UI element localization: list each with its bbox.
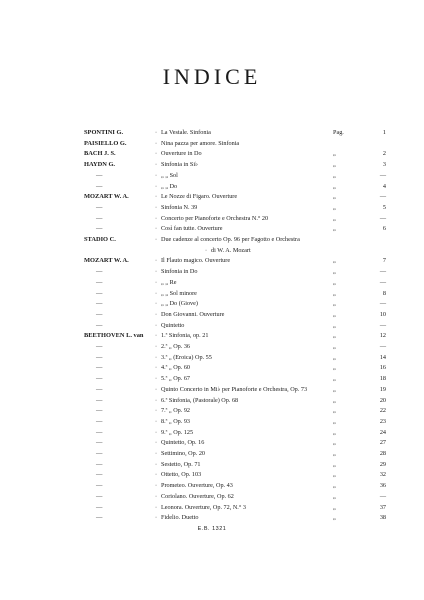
page-label: „: [333, 407, 336, 415]
index-row: [0, 342, 424, 352]
work-title: · Ottetto, Op. 103: [155, 470, 365, 480]
page-label: „: [333, 460, 336, 468]
index-row: [0, 321, 424, 331]
index-row: [0, 256, 424, 266]
composer-name: BEETHOVEN L. van: [84, 332, 144, 340]
composer-name: —: [96, 503, 103, 511]
page-label: „: [333, 364, 336, 372]
index-row: [0, 149, 424, 159]
composer-name: —: [96, 482, 103, 490]
page-label: „: [333, 417, 336, 425]
page-label: „: [333, 257, 336, 265]
page-label: „: [333, 268, 336, 276]
index-row: [0, 128, 424, 138]
index-row: [0, 503, 424, 513]
composer-name: —: [96, 268, 103, 276]
work-title: · „ „ Do: [155, 182, 365, 192]
composer-name: —: [96, 364, 103, 372]
work-title: · Sinfonia N. 39: [155, 203, 365, 213]
page-label: „: [333, 332, 336, 340]
page-number: 20: [379, 396, 386, 404]
page-number: —: [379, 343, 386, 350]
index-row: [0, 470, 424, 480]
page-label: Pag.: [333, 129, 344, 136]
composer-name: —: [96, 450, 103, 457]
work-title: · „ „ Do (Giove): [155, 299, 365, 309]
page-number: 27: [379, 439, 386, 447]
work-title: · 6.ª Sinfonia, (Pastorale) Op. 68: [155, 396, 365, 406]
composer-name: —: [96, 460, 103, 468]
page-number: 14: [379, 353, 386, 361]
work-title: · Leonora. Ouverture, Op. 72, N.° 3: [155, 503, 365, 513]
page-label: „: [333, 278, 336, 286]
index-row: [0, 139, 424, 149]
index-row: [0, 182, 424, 192]
page-number: 38: [379, 514, 386, 522]
page-number: 5: [382, 203, 386, 211]
publisher-code: E.B. 1321: [197, 526, 227, 532]
index-row: [0, 353, 424, 363]
work-title: · Sestetto, Op. 71: [155, 460, 365, 470]
page-label: „: [333, 514, 336, 522]
page-number: 36: [379, 482, 386, 490]
page-label: „: [333, 482, 336, 490]
page-number: —: [379, 171, 386, 179]
work-title: · Due cadenze al concerto Op. 96 per Fagotto e Orchestra: [155, 235, 365, 245]
page-label: „: [333, 214, 336, 222]
page-label: „: [333, 450, 336, 457]
page-label: „: [333, 396, 336, 404]
composer-name: —: [96, 471, 103, 479]
composer-name: —: [96, 214, 103, 222]
index-row: [0, 513, 424, 523]
page-number: 12: [379, 332, 386, 340]
page-number: 19: [379, 385, 386, 393]
index-row: [0, 224, 424, 234]
page-number: 7: [382, 257, 386, 265]
composer-name: —: [96, 278, 103, 286]
page-label: „: [333, 428, 336, 436]
work-title: · Sinfonia in Si♭: [155, 160, 365, 170]
page-number: —: [379, 214, 386, 222]
work-title: · Don Giovanni. Ouverture: [155, 310, 365, 320]
work-title: · „ „ Sol minore: [155, 289, 365, 299]
composer-name: PAISIELLO G.: [84, 139, 127, 147]
page-label: „: [333, 353, 336, 361]
index-row: [0, 481, 424, 491]
composer-name: —: [96, 439, 103, 447]
page-number: 3: [382, 161, 386, 169]
work-title: · Settimino, Op. 20: [155, 449, 365, 459]
composer-name: —: [96, 428, 103, 436]
composer-name: —: [96, 182, 103, 190]
work-title: · 7.ª „ Op. 92: [155, 406, 365, 416]
composer-name: —: [96, 353, 103, 361]
composer-name: —: [96, 417, 103, 425]
work-title: · Quintetto, Op. 16: [155, 438, 365, 448]
index-row: [0, 428, 424, 438]
composer-name: —: [96, 225, 103, 233]
composer-name: MOZART W. A.: [84, 257, 129, 265]
index-row: [0, 171, 424, 181]
page-label: „: [333, 203, 336, 211]
page-label: „: [333, 385, 336, 393]
page-number: —: [379, 300, 386, 308]
work-title: · 9.ª „ Op. 125: [155, 428, 365, 438]
index-row: [0, 374, 424, 384]
index-row: [0, 363, 424, 373]
page-number: 18: [379, 375, 386, 383]
composer-name: STADIO C.: [84, 236, 116, 243]
work-title: · Fidelio. Duetto: [155, 513, 365, 523]
index-row: [0, 203, 424, 213]
composer-name: —: [96, 289, 103, 297]
page-number: 2: [382, 150, 386, 158]
work-title: · „ „ Sol: [155, 171, 365, 181]
composer-name: —: [96, 343, 103, 350]
page-label: „: [333, 503, 336, 511]
work-title: · „ „ Re: [155, 278, 365, 288]
page-number: —: [379, 321, 386, 329]
work-title: · Sinfonia in Do: [155, 267, 365, 277]
page-label: „: [333, 182, 336, 190]
page-label: „: [333, 471, 336, 479]
index-row: [0, 385, 424, 395]
page-label: „: [333, 343, 336, 350]
index-row: [0, 417, 424, 427]
composer-name: —: [96, 375, 103, 383]
page-number: 32: [379, 471, 386, 479]
composer-name: —: [96, 492, 103, 500]
work-title: · La Vestale. Sinfonia: [155, 128, 365, 138]
index-row: [0, 278, 424, 288]
page-number: 22: [379, 407, 386, 415]
index-row: [0, 310, 424, 320]
work-title: · Le Nozze di Figaro. Ouverture: [155, 192, 365, 202]
page-label: „: [333, 171, 336, 179]
index-row: [0, 267, 424, 277]
index-row: [0, 289, 424, 299]
page-number: —: [379, 193, 386, 201]
composer-name: —: [96, 407, 103, 415]
work-title: · Il Flauto magico. Ouverture: [155, 256, 365, 266]
page-number: 8: [382, 289, 386, 297]
page-label: „: [333, 150, 336, 158]
index-row: [0, 235, 424, 245]
composer-name: —: [96, 310, 103, 318]
work-title: · Nina pazza per amore. Sinfonia: [155, 139, 365, 149]
page-label: „: [333, 161, 336, 169]
index-row: [0, 460, 424, 470]
page-number: 10: [379, 310, 386, 318]
index-row: [0, 299, 424, 309]
page-number: —: [379, 268, 386, 276]
index-row: [0, 449, 424, 459]
work-title: · Quinto Concerto in Mi♭ per Pianoforte e Orchestra, Op. 73: [155, 385, 365, 395]
composer-name: —: [96, 203, 103, 211]
work-title: · 1.ª Sinfonia, op. 21: [155, 331, 365, 341]
page-number: 1: [382, 129, 386, 136]
page-number: 6: [382, 225, 386, 233]
page-label: „: [333, 289, 336, 297]
index-row: [0, 160, 424, 170]
index-row: [0, 246, 424, 256]
page-label: „: [333, 439, 336, 447]
work-title: · 5.ª „ Op. 67: [155, 374, 365, 384]
index-row: [0, 214, 424, 224]
work-title: · Così fan tutte. Ouverture: [155, 224, 365, 234]
page-number: 4: [382, 182, 386, 190]
composer-name: —: [96, 385, 103, 393]
page-label: „: [333, 321, 336, 329]
page-number: 37: [379, 503, 386, 511]
work-title: · Ouverture in Do: [155, 149, 365, 159]
composer-name: HAYDN G.: [84, 161, 116, 169]
page-number: 28: [379, 450, 386, 457]
index-row: [0, 406, 424, 416]
work-title: · Concerto per Pianoforte e Orchestra N.° 20: [155, 214, 365, 224]
composer-name: —: [96, 396, 103, 404]
page-number: 24: [379, 428, 386, 436]
page-label: „: [333, 300, 336, 308]
index-row: [0, 192, 424, 202]
work-title: · Quintetto: [155, 321, 365, 331]
page-number: 23: [379, 417, 386, 425]
page-title: INDICE: [162, 64, 262, 89]
page-number: —: [379, 492, 386, 500]
composer-name: SPONTINI G.: [84, 129, 124, 136]
composer-name: —: [96, 514, 103, 522]
work-title: · 2.ª „ Op. 36: [155, 342, 365, 352]
page-number: 29: [379, 460, 386, 468]
work-title: · Prometeo. Ouverture, Op. 43: [155, 481, 365, 491]
composer-name: MOZART W. A.: [84, 193, 129, 201]
page-label: „: [333, 225, 336, 233]
page-label: „: [333, 492, 336, 500]
page-label: „: [333, 310, 336, 318]
page-number: —: [379, 278, 386, 286]
index-row: [0, 396, 424, 406]
index-row: [0, 438, 424, 448]
page-label: „: [333, 375, 336, 383]
page-number: 16: [379, 364, 386, 372]
index-row: [0, 331, 424, 341]
work-title: · di W. A. Mozart: [205, 246, 415, 256]
work-title: · 4.ª „ Op. 60: [155, 363, 365, 373]
index-row: [0, 492, 424, 502]
work-title: · 8.ª „ Op. 93: [155, 417, 365, 427]
composer-name: —: [96, 171, 103, 179]
work-title: · Coriolano. Ouverture, Op. 62: [155, 492, 365, 502]
page-label: „: [333, 193, 336, 201]
composer-name: BACH J. S.: [84, 150, 116, 158]
work-title: · 3.ª „ (Eroica) Op. 55: [155, 353, 365, 363]
composer-name: —: [96, 321, 103, 329]
composer-name: —: [96, 300, 103, 308]
